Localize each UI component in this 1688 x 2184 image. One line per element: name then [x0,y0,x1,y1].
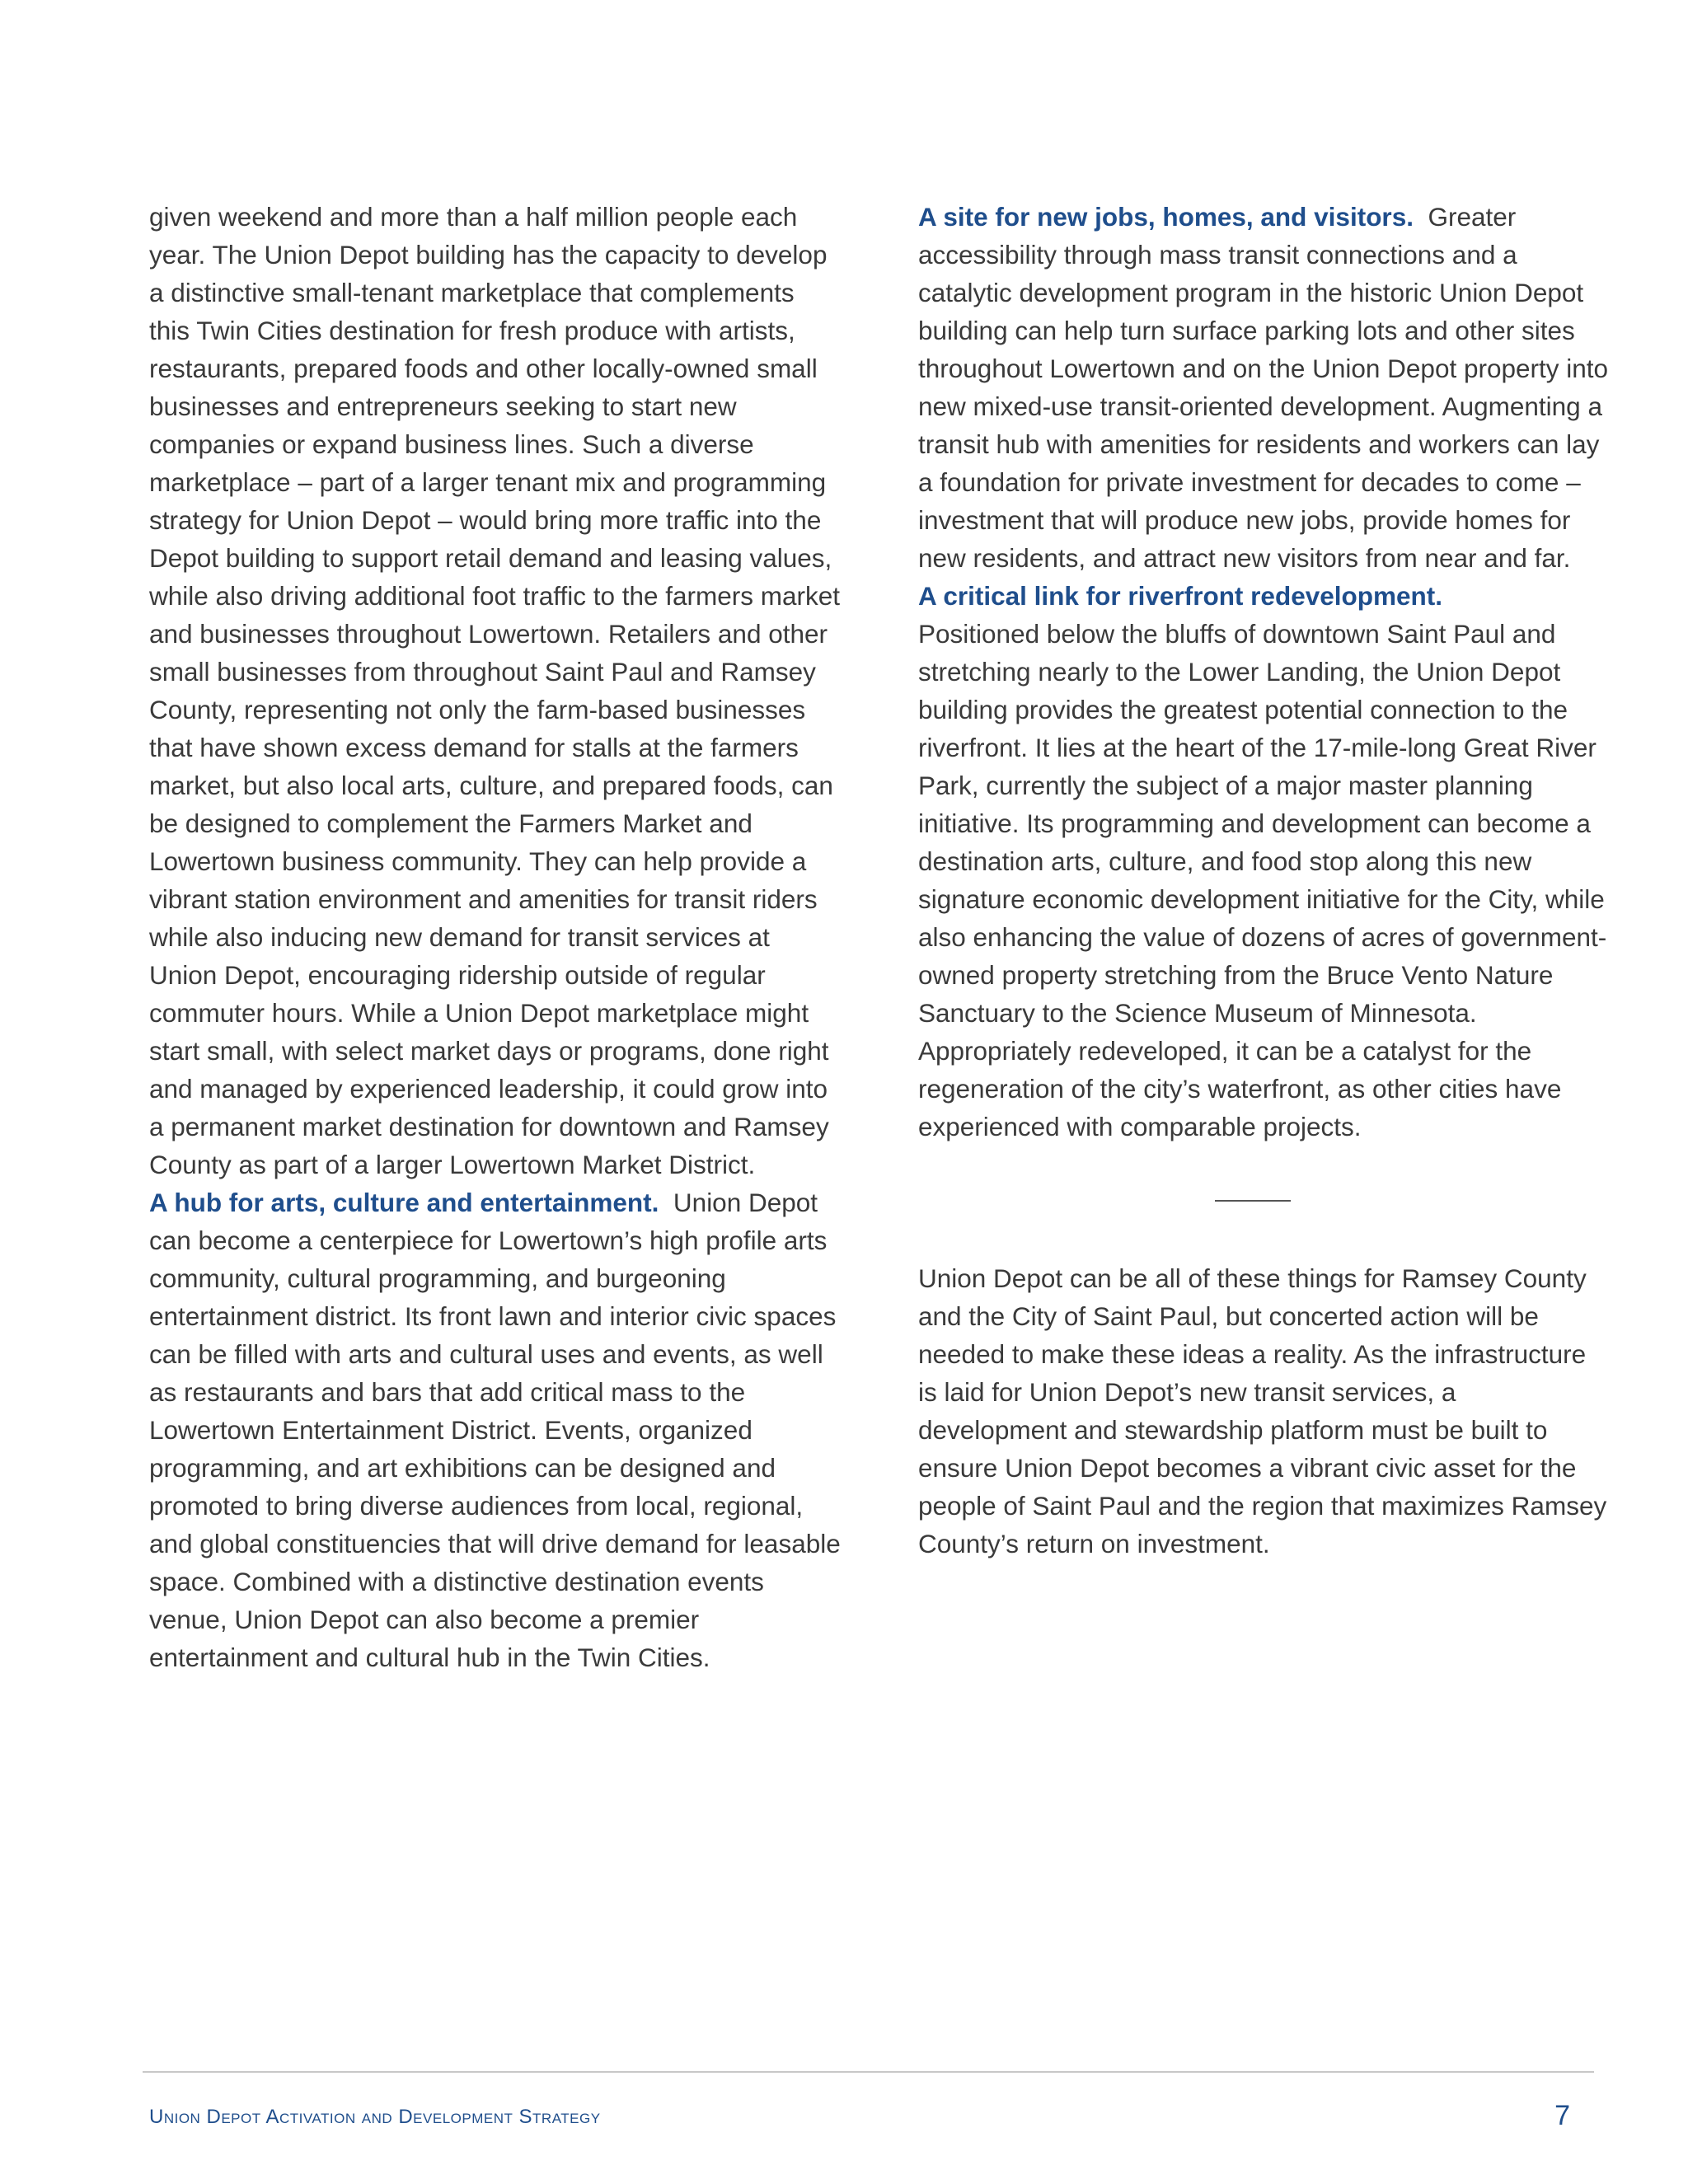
riverfront-heading: A critical link for riverfront redevelopment. [918,581,1442,611]
arts-section [149,1183,842,1676]
jobs-section [918,198,1611,577]
right-column [918,198,1611,1563]
riverfront-section [918,577,1611,1146]
arts-body: Union Depot can become a centerpiece for Lowertown’s high profile arts community, cultural programming, and burgeoning entertainment district. Its front lawn and interior civic spaces can be filled with arts and cultural uses and events, as well as restaurants and bars that add critical mass to the Lowertown Entertainment District. Events, organized programming, and art exhibitions can be designed and promoted to bring diverse audiences from local, regional, and global constituencies that will drive demand for leasable space. Combined with a distinctive destination events venue, Union Depot can also become a premier entertainment and cultural hub in the Twin Cities. [149,1188,841,1672]
intro-paragraph: given weekend and more than a half million people each year. The Union Depot building has the capacity to develop a distinctive small-tenant marketplace that complements this Twin Cities destination for fresh produce with artists, restaurants, prepared foods and other locally-owned small businesses and entrepreneurs seeking to start new companies or expand business lines. Such a diverse marketplace – part of a larger tenant mix and programming strategy for Union Depot – would bring more traffic into the Depot building to support retail demand and leasing values, while also driving additional foot traffic to the farmers market and businesses throughout Lowertown. Retailers and other small businesses from throughout Saint Paul and Ramsey County, representing not only the farm-based businesses that have shown excess demand for stalls at the farmers market, but also local arts, culture, and prepared foods, can be designed to complement the Farmers Market and Lowertown business community. They can help provide a vibrant station environment and amenities for transit riders while also inducing new demand for transit services at Union Depot, encouraging ridership outside of regular commuter hours. While a Union Depot marketplace might start small, with select market days or programs, done right and managed by experienced leadership, it could grow into a permanent market destination for downtown and Ramsey County as part of a larger Lowertown Market District. [149,202,841,1179]
footer-title: Union Depot Activation and Development Strategy [149,2106,601,2128]
riverfront-body: Positioned below the bluffs of downtown Saint Paul and stretching nearly to the Lower Landing, the Union Depot building provides the greatest potential connection to the riverfront. It lies at the heart of the 17-mile-long Great River Park, currently the subject of a major master planning initiative. Its programming and development can become a destination arts, culture, and food stop along this new signature economic development initiative for the City, while also enhancing the value of dozens of acres of government-owned property stretching from the Bruce Vento Nature Sanctuary to the Science Museum of Minnesota. Appropriately redeveloped, it can be a catalyst for the regeneration of the city’s waterfront, as other cities have experienced with comparable projects. [918,619,1607,1141]
divider-line [1215,1200,1291,1202]
section-divider [918,1183,1611,1221]
left-column [149,198,842,1676]
page-number: 7 [1554,2100,1570,2131]
jobs-body: Greater accessibility through mass transit connections and a catalytic development program in the historic Union Depot building can help turn surface parking lots and other sites throughout Lowertown and on the Union Depot property into new mixed-use transit-oriented development. Augmenting a transit hub with amenities for residents and workers can lay a foundation for private investment for decades to come – investment that will produce new jobs, provide homes for new residents, and attract new visitors from near and far. [918,202,1609,573]
arts-heading: A hub for arts, culture and entertainment. [149,1188,659,1217]
conclusion-paragraph: Union Depot can be all of these things for Ramsey County and the City of Saint Paul, but concerted action will be needed to make these ideas a reality. As the infrastructure is laid for Union Depot’s new transit services, a development and stewardship platform must be built to ensure Union Depot becomes a vibrant civic asset for the people of Saint Paul and the region that maximizes Ramsey County’s return on investment. [918,1263,1607,1558]
jobs-heading: A site for new jobs, homes, and visitors. [918,202,1414,232]
footer-rule [143,2071,1594,2073]
